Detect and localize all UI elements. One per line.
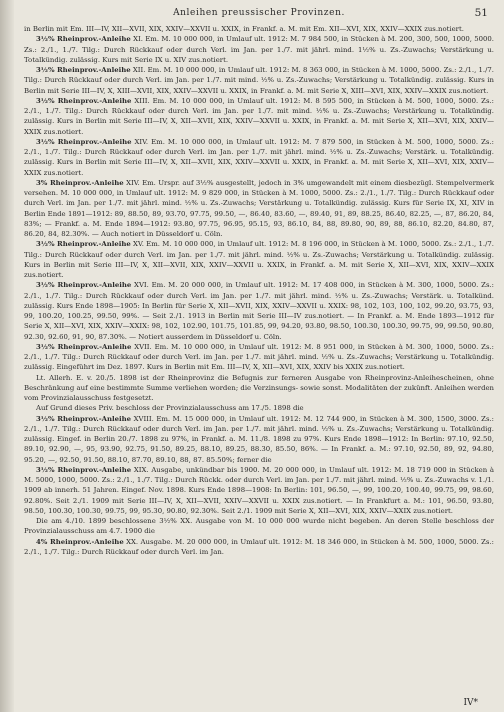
page-number: 51 [474, 7, 488, 19]
paragraph [24, 178, 494, 240]
paragraph [24, 24, 494, 34]
bond-heading: 3½% Rheinprov.-Anleihe [36, 465, 132, 474]
paragraph-text: Die am 4./10. 1899 beschlossene 3½% XX. Ausgabe von M. 10 000 000 wurde nicht begeben. An deren Stelle beschloss der Provinzialausschuss am 4.7. 1900 die [24, 517, 494, 536]
bond-heading: 3½% Rheinprov.-Anleihe [36, 281, 132, 290]
paragraph [24, 373, 494, 404]
bond-heading: 4% Rheinprov.-Anleihe [36, 537, 124, 546]
bond-heading: 3½% Rheinprov.-Anleihe [36, 240, 131, 249]
paragraph-text: XV. Em. M. 10 000 000, in Umlauf ult. 1912: M. 8 196 000, in Stücken à M. 1000, 5000. Zs.: 2./1., 1./7. Tilg.: Durch Rückkauf oder durch Verl. im Jan. per 1./7. mit jährl. mind. ½% u. Zs.-Zuwachs; Verstärkung u. Totalkündig. zulässig. Kurs in Berlin mit Serie III—IV, X, XII—XVII, XIX, XXIV—XXVII u. XXIX, in Frankf. a. M. mit Serie X, XII—XVI, XIX, XXIV—XXIX zus.notiert. [24, 240, 494, 279]
paragraph [24, 280, 494, 342]
bond-heading: 3½% Rheinprov.-Anleihe [36, 414, 132, 423]
paragraph [24, 96, 494, 137]
paragraph [24, 403, 494, 413]
signature-mark: IV* [463, 698, 478, 708]
paragraph-text: XVII. Em. M. 10 000 000, in Umlauf ult. 1912: M. 8 951 000, in Stücken à M. 300, 1000, 5000. Zs.: 2./1., 1./7. Tilg.: Durch Rückkauf oder durch Verl. im Jan. per 1./7. mit jährl. mind. ½% u. Zs.-Zuwachs; Verstärkung u. Totalkündig. zulässig. Eingeführt im Dez. 1897. Kurs in Berlin mit Em. III—IV, X, XII—XVI, XIX, XXIV bis XXIX zus.notiert. [24, 342, 494, 372]
paragraph [24, 34, 494, 65]
paragraph [24, 137, 494, 178]
bond-heading: 3½% Rheinprov.-Anleihe [36, 35, 131, 44]
paragraph [24, 516, 494, 537]
bond-heading: 3½% Rheinprov.-Anleihe [36, 137, 132, 146]
paragraph [24, 65, 494, 96]
paragraph-text: XVI. Em. M. 20 000 000, in Umlauf ult. 1912: M. 17 408 000, in Stücken à M. 300, 1000, 5000. Zs.: 2./1., 1./7. Tilg.: Durch Rückkauf oder durch Verl. im Jan. per 1./7. mit jährl. mind. ½% u. Zs.-Zuwachs; Verstärk. u. Totalkünd. zulässig. Kurs Ende 1898—1905: In Berlin für Serie X, XII—XVII, XIX, XXIV—XXVII u. XXIX: 98, 102, 103, 100, 102, 99.20, 93.75, 93, 99, 100.20, 100.25, 99.50, 99%. — Seit 2./1. 1913 in Berlin mit Serie III—IV zus.notiert. — In Frankf. a. M. Ende 1893—1912 für Serie X, XII—XVI, XIX, XXIV—XXIX: 98, 102, 102.90, 101.75, 101.85, 99, 94.20, 93.80, 98.50, 100.30, 100.30, 99.75, 99, 99.50, 90.80, 92.30, 92.60, 91, 90, 87.30%. — Notiert ausserdem in Düsseldorf u. Cöln. [24, 281, 494, 341]
paragraph-text: XIX. Ausgabe, unkündbar bis 1900. M. 20 000 000, in Umlauf ult. 1912: M. 18 719 000 in Stücken à M. 5000, 1000, 5000. Zs.: 2./1., 1./7. Tilg.: Durch Rückk. oder durch Verl. im Jan. per 1./7. mit jährl. mind. ½% u. Zs.-Zuwachs v. 1./1. 1909 ab innerh. 51 Jahren. Eingef. Nov. 1898. Kurs Ende 1898—1908: In Berlin: 101, 96.50, —, 99, 100.20, 100.40, 99.75, 99, 98.60, 92.80%. Seit 2./1. 1909 mit Serie III—IV, X, XII—XVII, XXIV—XXVII u. XXIX zus.notiert. — In Frankfurt a. M.: 101, 96.50, 93.80, 98.50, 100.30, 100.30, 99.75, 99, 95.30, 90.80, 92.30%. Seit 2./1. 1909 mit Serie X, XII—XVI, XIX, XXIV—XXIX zus.notiert. [24, 465, 494, 515]
binding-gutter [0, 0, 14, 712]
page-body [24, 24, 494, 557]
paragraph-text: XII. Em. M. 10 000 000, in Umlauf ult. 1912: M. 8 363 000, in Stücken à M. 1000, 5000. Zs.: 2./1., 1./7. Tilg.: Durch Rückkauf oder durch Verl. im Jan. per 1./7. mit mind. ½% u. Zs.-Zuwachs; Verstärkung u. Totalkündig. zulässig. Kurs in Berlin mit Serie III—IV, X, XIII—XVII, XIX, XXIV—XXVII u. XXIX, in Frankf. a. M. mit Serie X, XIII—XVI, XIX, XXIV—XXIX zus.notiert. [24, 66, 494, 95]
paragraph [24, 537, 494, 558]
paragraph [24, 342, 494, 373]
paragraph-text: Lt. Allerh. E. v. 20./5. 1898 ist der Rheinprovinz die Befugnis zur ferneren Ausgabe von Rheinprovinz-Anleihescheinen, ohne Beschränkung auf eine bestimmte Summe verliehen worden; die Verzinsungs- sowie sonst. Modalitäten der zukünft. Anleihen werden vom Provinzialausschuss festgesetzt. [24, 373, 494, 402]
paragraph [24, 465, 494, 516]
paragraph [24, 239, 494, 280]
bond-heading: 3% Rheinprov.-Anleihe [36, 178, 124, 187]
paragraph-text: XIII. Em. M. 10 000 000, in Umlauf ult. 1912: M. 8 595 500, in Stücken à M. 500, 1000, 5000. Zs.: 2./1., 1./7. Tilg.: Durch Rückkauf oder durch Verl. im Jan. per 1./7. mit mind. ½% u. Zs.-Zuwachs; Verstärkung u. Totalkündig. zulässig. Kurs in Berlin mit Serie III—IV, X, XII—XVII, XIX, XXIV—XXVII u. XXIX, in Frankf. a. M. mit Serie X, XII—XVI, XIX, XXIV—XXIX zus.notiert. [24, 96, 494, 136]
bond-heading: 3½% Rheinprov.-Anleihe [36, 96, 132, 105]
paragraph-text: XX. Ausgabe. M. 20 000 000, in Umlauf ult. 1912: M. 18 346 000, in Stücken à M. 500, 1000, 5000. Zs.: 2./1., 1./7. Tilg.: Durch Rückkauf oder durch Verl. im Jan. [24, 537, 494, 556]
paragraph-text: Auf Grund dieses Priv. beschloss der Provinzialausschuss am 17./5. 1898 die [36, 404, 304, 413]
paragraph-text: XIV. Em. Urspr. auf 3½% ausgestellt, jedoch in 3% umgewandelt mit einem diesbezügl. Stempelvermerk versehen. M. 10 000 000, in Umlauf ult. 1912: M. 9 829 000, in Stücken à M. 1000, 5000. Zs.: 2./1., 1./7. Tilg.: Durch Rückkauf oder durch Verl. im Jan. per 1./7. mit jährl. mind. ½% u. Zs.-Zuwachs; Verstärkung u. Totalkündig. zulässig. Kurs für Serie IX, XI, XIV in Berlin Ende 1891—1912: 89, 88.50, 89, 93.70, 97.75, 99.50, —, 86.40, 83.60, —, 89.40, 91, 89, 88.25, 86.40, 82.25, —, 87, 86.20, 84, 83%; — Frankf. a. M. Ende 1894—1912: 93.80, 97.75, 96.95, 95.15, 93, 86.10, 84, 88, 89.80, 90, 89, 88, 86.10, 82.20, 84.80, 87, 86.20, 84, 82.30%. — Auch notiert in Düsseldorf u. Cöln. [24, 178, 494, 238]
page-header [24, 8, 494, 22]
paragraph [24, 414, 494, 465]
bond-heading: 3½% Rheinprov.-Anleihe [36, 66, 131, 74]
running-title: Anleihen preussischer Provinzen. [173, 8, 345, 18]
paragraph-text: XVIII. Em. M. 15 000 000, in Umlauf ult. 1912: M. 12 744 900, in Stücken à M. 300, 1500, 3000. Zs.: 2./1., 1./7. Tilg.: Durch Rückkauf oder durch Verl. im Jan. per 1./7. mit jährl. mind. ½% u. Zs.-Zuwachs; Verstärkung u. Totalkündig. zulässig. Eingef. in Berlin 20./7. 1898 zu 97%, in Frankf. a. M. 11./8. 1898 zu 97%. Kurs Ende 1898—1912: In Berlin: 97.10, 92.50, 89.10, 92.90, —, 95, 93.90, 92.75, 91.50, 89.25, 88.10, 89.25, 88.30, 85.50, 86%. — In Frankf. a. M.: 97.10, 92.50, 89, 92, 94.80, 95.20, —, 92.50, 91.50, 88.10, 87.70, 89.10, 88, 87. 85.50%; ferner die [24, 414, 494, 464]
paragraph-text: XIV. Em. M. 10 000 000, in Umlauf ult. 1912: M. 7 879 500, in Stücken à M. 500, 1000, 5000. Zs.: 2./1., 1./7. Tilg.: Durch Rückkauf oder durch Verl. im Jan. per 1./7. mit jährl. mind. ½% u. Zs.-Zuwachs; Verstärk. u. Totalkündig. zulässig. Kurs in Berlin mit Serie III—IV, X, XII—XVII, XIX, XXIV—XXVII u. XXIX, in Frankf. a. M. mit Serie X, XII—XVI, XIX, XXIV—XXIX zus.notiert. [24, 137, 494, 177]
bond-heading: 3½% Rheinprov.-Anleihe [36, 342, 132, 351]
paragraph-text: XI. Em. M. 10 000 000, in Umlauf ult. 1912: M. 7 984 500, in Stücken à M. 200, 300, 500, 1000, 5000. Zs.: 2./1., 1./7. Tilg.: Durch Rückkauf oder durch Verl. im Jan. per 1./7. mit jährl. mind. 1½% u. Zs.-Zuwachs; Verstärkung u. Totalkündig. zulässig. Kurs mit Serie IX u. XIV zus.notiert. [24, 35, 494, 64]
paragraph-text: in Berlin mit Em. III—IV, XII—XVII, XIX, XXIV—XXVII u. XXIX, in Frankf. a. M. mit Em. XII—XVI, XIX, XXIV—XXIX zus.notiert. [24, 25, 464, 33]
